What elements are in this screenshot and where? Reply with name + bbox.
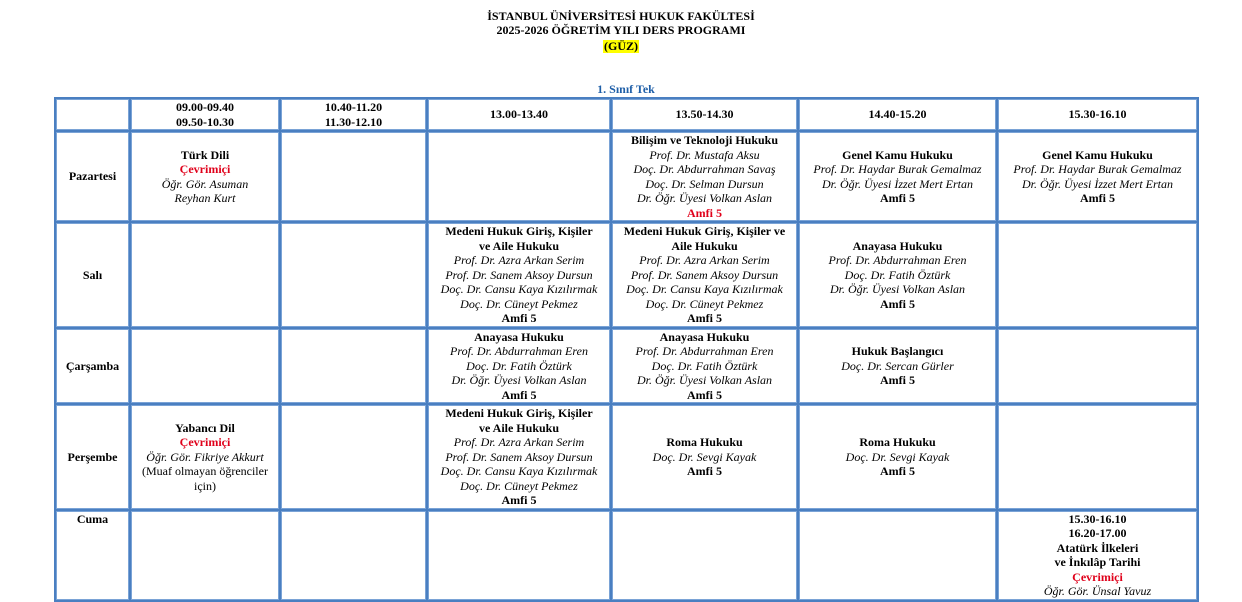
course-name: Atatürk İlkeleri bbox=[1056, 540, 1139, 555]
course-cell bbox=[427, 222, 611, 328]
course-name: Genel Kamu Hukuku bbox=[1042, 147, 1153, 162]
course-time: 16.20-17.00 bbox=[1068, 526, 1127, 540]
lecturer: Prof. Dr. Sanem Aksoy Dursun bbox=[445, 449, 593, 464]
day-carsamba: Çarşamba bbox=[55, 328, 130, 405]
empty-cell bbox=[280, 328, 427, 405]
row-carsamba bbox=[55, 328, 1198, 405]
note: (Muaf olmayan öğrenciler bbox=[142, 464, 268, 478]
term-label: (GÜZ) bbox=[604, 39, 638, 53]
course-cell bbox=[798, 131, 997, 222]
row-sali bbox=[55, 222, 1198, 328]
room-label: Amfi 5 bbox=[501, 311, 537, 325]
empty-cell bbox=[280, 222, 427, 328]
course-cell bbox=[130, 404, 280, 510]
corner-cell bbox=[55, 98, 130, 131]
empty-cell bbox=[280, 510, 427, 601]
course-name: ve Aile Hukuku bbox=[478, 238, 560, 253]
course-name: Aile Hukuku bbox=[671, 238, 738, 253]
time-header-row bbox=[55, 98, 1198, 131]
day-sali: Salı bbox=[55, 222, 130, 328]
lecturer: Doç. Dr. Sercan Gürler bbox=[841, 358, 954, 373]
lecturer: Doç. Dr. Cüneyt Pekmez bbox=[645, 296, 764, 311]
row-persembe bbox=[55, 404, 1198, 510]
empty-cell bbox=[997, 328, 1198, 405]
course-name: Medeni Hukuk Giriş, Kişiler ve bbox=[623, 224, 786, 238]
lecturer: Doç. Dr. Sevgi Kayak bbox=[652, 449, 757, 464]
room-label: Amfi 5 bbox=[880, 296, 915, 311]
empty-cell bbox=[130, 510, 280, 601]
day-pazartesi: Pazartesi bbox=[55, 131, 130, 222]
document-header bbox=[0, 9, 1242, 55]
course-name: Medeni Hukuk Giriş, Kişiler bbox=[445, 406, 593, 420]
time-slot-4: 13.50-14.30 bbox=[611, 98, 798, 131]
time-slot-5: 14.40-15.20 bbox=[798, 98, 997, 131]
course-time: 15.30-16.10 bbox=[1068, 511, 1127, 526]
room-label: Amfi 5 bbox=[880, 464, 915, 478]
lecturer: Doç. Dr. Fatih Öztürk bbox=[466, 358, 572, 373]
empty-cell bbox=[280, 404, 427, 510]
room-label: Amfi 5 bbox=[687, 205, 722, 220]
course-name: Roma Hukuku bbox=[859, 435, 936, 449]
empty-cell bbox=[427, 131, 611, 222]
empty-cell bbox=[611, 510, 798, 601]
lecturer: Doç. Dr. Selman Dursun bbox=[645, 176, 764, 191]
program-title: 2025-2026 ÖĞRETİM YILI DERS PROGRAMI bbox=[496, 23, 746, 37]
lecturer: Doç. Dr. Cüneyt Pekmez bbox=[460, 296, 578, 311]
lecturer: Prof. Dr. Abdurrahman Eren bbox=[828, 253, 967, 267]
course-cell bbox=[798, 222, 997, 328]
lecturer: Dr. Öğr. Üyesi İzzet Mert Ertan bbox=[1022, 176, 1173, 191]
course-cell bbox=[427, 404, 611, 510]
lecturer: Öğr. Gör. Asuman bbox=[161, 176, 249, 191]
course-name: Roma Hukuku bbox=[666, 435, 743, 449]
time-slot-1: 09.00-09.40 09.50-10.30 bbox=[130, 98, 280, 131]
room-label: Amfi 5 bbox=[687, 464, 722, 478]
course-name: Türk Dili bbox=[180, 147, 230, 162]
lecturer: Öğr. Gör. Ünsal Yavuz bbox=[1043, 584, 1152, 598]
course-cell bbox=[611, 131, 798, 222]
course-cell bbox=[611, 222, 798, 328]
lecturer: Prof. Dr. Abdurrahman Eren bbox=[450, 344, 588, 358]
lecturer: Doç. Dr. Sevgi Kayak bbox=[845, 449, 950, 464]
time-slot-6: 15.30-16.10 bbox=[997, 98, 1198, 131]
course-name: Bilişim ve Teknoloji Hukuku bbox=[630, 133, 779, 147]
room-label: Amfi 5 bbox=[880, 373, 915, 387]
room-label: Amfi 5 bbox=[880, 191, 915, 205]
lecturer: Dr. Öğr. Üyesi Volkan Aslan bbox=[451, 373, 587, 387]
lecturer: Prof. Dr. Azra Arkan Serim bbox=[453, 253, 585, 267]
course-name: Medeni Hukuk Giriş, Kişiler bbox=[445, 224, 593, 238]
course-name: Yabancı Dil bbox=[175, 420, 235, 435]
time-slot-3: 13.00-13.40 bbox=[427, 98, 611, 131]
lecturer: Doç. Dr. Cansu Kaya Kızılırmak bbox=[440, 282, 598, 296]
schedule-table bbox=[54, 97, 1199, 602]
lecturer: Prof. Dr. Mustafa Aksu bbox=[649, 147, 760, 162]
course-cell bbox=[130, 131, 280, 222]
empty-cell bbox=[997, 404, 1198, 510]
course-cell bbox=[427, 328, 611, 405]
empty-cell bbox=[798, 510, 997, 601]
empty-cell bbox=[130, 222, 280, 328]
empty-cell bbox=[427, 510, 611, 601]
course-cell bbox=[997, 131, 1198, 222]
empty-cell bbox=[997, 222, 1198, 328]
course-cell bbox=[798, 404, 997, 510]
lecturer: Doç. Dr. Fatih Öztürk bbox=[651, 358, 758, 373]
course-name: Hukuk Başlangıcı bbox=[851, 344, 944, 358]
empty-cell bbox=[280, 131, 427, 222]
course-name: Anayasa Hukuku bbox=[659, 329, 750, 344]
row-pazartesi bbox=[55, 131, 1198, 222]
online-label: Çevrimiçi bbox=[179, 162, 231, 176]
empty-cell bbox=[130, 328, 280, 405]
course-cell bbox=[798, 328, 997, 405]
lecturer: Prof. Dr. Azra Arkan Serim bbox=[453, 435, 585, 449]
course-name: ve İnkılâp Tarihi bbox=[1054, 555, 1141, 569]
course-name: Genel Kamu Hukuku bbox=[842, 147, 953, 162]
day-persembe: Perşembe bbox=[55, 404, 130, 510]
room-label: Amfi 5 bbox=[687, 387, 722, 402]
lecturer: Doç. Dr. Cansu Kaya Kızılırmak bbox=[626, 282, 783, 296]
course-cell bbox=[611, 404, 798, 510]
lecturer: Dr. Öğr. Üyesi Volkan Aslan bbox=[829, 282, 966, 296]
lecturer: Prof. Dr. Haydar Burak Gemalmaz bbox=[813, 162, 982, 176]
course-name: Anayasa Hukuku bbox=[852, 238, 943, 253]
lecturer: Doç. Dr. Cansu Kaya Kızılırmak bbox=[440, 464, 598, 478]
note: için) bbox=[194, 478, 216, 493]
lecturer: Öğr. Gör. Fikriye Akkurt bbox=[146, 449, 264, 464]
lecturer: Prof. Dr. Abdurrahman Eren bbox=[635, 344, 774, 358]
lecturer: Dr. Öğr. Üyesi Volkan Aslan bbox=[636, 373, 773, 387]
lecturer: Prof. Dr. Sanem Aksoy Dursun bbox=[630, 267, 779, 282]
room-label: Amfi 5 bbox=[1080, 191, 1115, 205]
row-cuma bbox=[55, 510, 1198, 601]
university-title: İSTANBUL ÜNİVERSİTESİ HUKUK FAKÜLTESİ bbox=[487, 9, 755, 23]
online-label: Çevrimiçi bbox=[1072, 569, 1123, 584]
room-label: Amfi 5 bbox=[687, 311, 722, 325]
course-cell bbox=[997, 510, 1198, 601]
course-name: ve Aile Hukuku bbox=[478, 420, 560, 435]
lecturer: Prof. Dr. Sanem Aksoy Dursun bbox=[445, 267, 593, 282]
room-label: Amfi 5 bbox=[501, 387, 537, 402]
online-label: Çevrimiçi bbox=[179, 435, 231, 449]
lecturer: Doç. Dr. Cüneyt Pekmez bbox=[460, 478, 578, 493]
course-name: Anayasa Hukuku bbox=[474, 329, 564, 344]
room-label: Amfi 5 bbox=[501, 493, 537, 507]
lecturer: Doç. Dr. Fatih Öztürk bbox=[844, 267, 951, 282]
day-cuma: Cuma bbox=[55, 510, 130, 601]
lecturer: Prof. Dr. Haydar Burak Gemalmaz bbox=[1013, 162, 1182, 176]
lecturer: Dr. Öğr. Üyesi Volkan Aslan bbox=[636, 191, 773, 205]
lecturer: Dr. Öğr. Üyesi İzzet Mert Ertan bbox=[822, 176, 973, 191]
lecturer: Reyhan Kurt bbox=[174, 191, 236, 205]
class-label: 1. Sınıf Tek bbox=[597, 82, 655, 96]
lecturer: Prof. Dr. Azra Arkan Serim bbox=[639, 253, 770, 267]
course-cell bbox=[611, 328, 798, 405]
time-slot-2: 10.40-11.20 11.30-12.10 bbox=[280, 98, 427, 131]
lecturer: Doç. Dr. Abdurrahman Savaş bbox=[633, 162, 776, 176]
